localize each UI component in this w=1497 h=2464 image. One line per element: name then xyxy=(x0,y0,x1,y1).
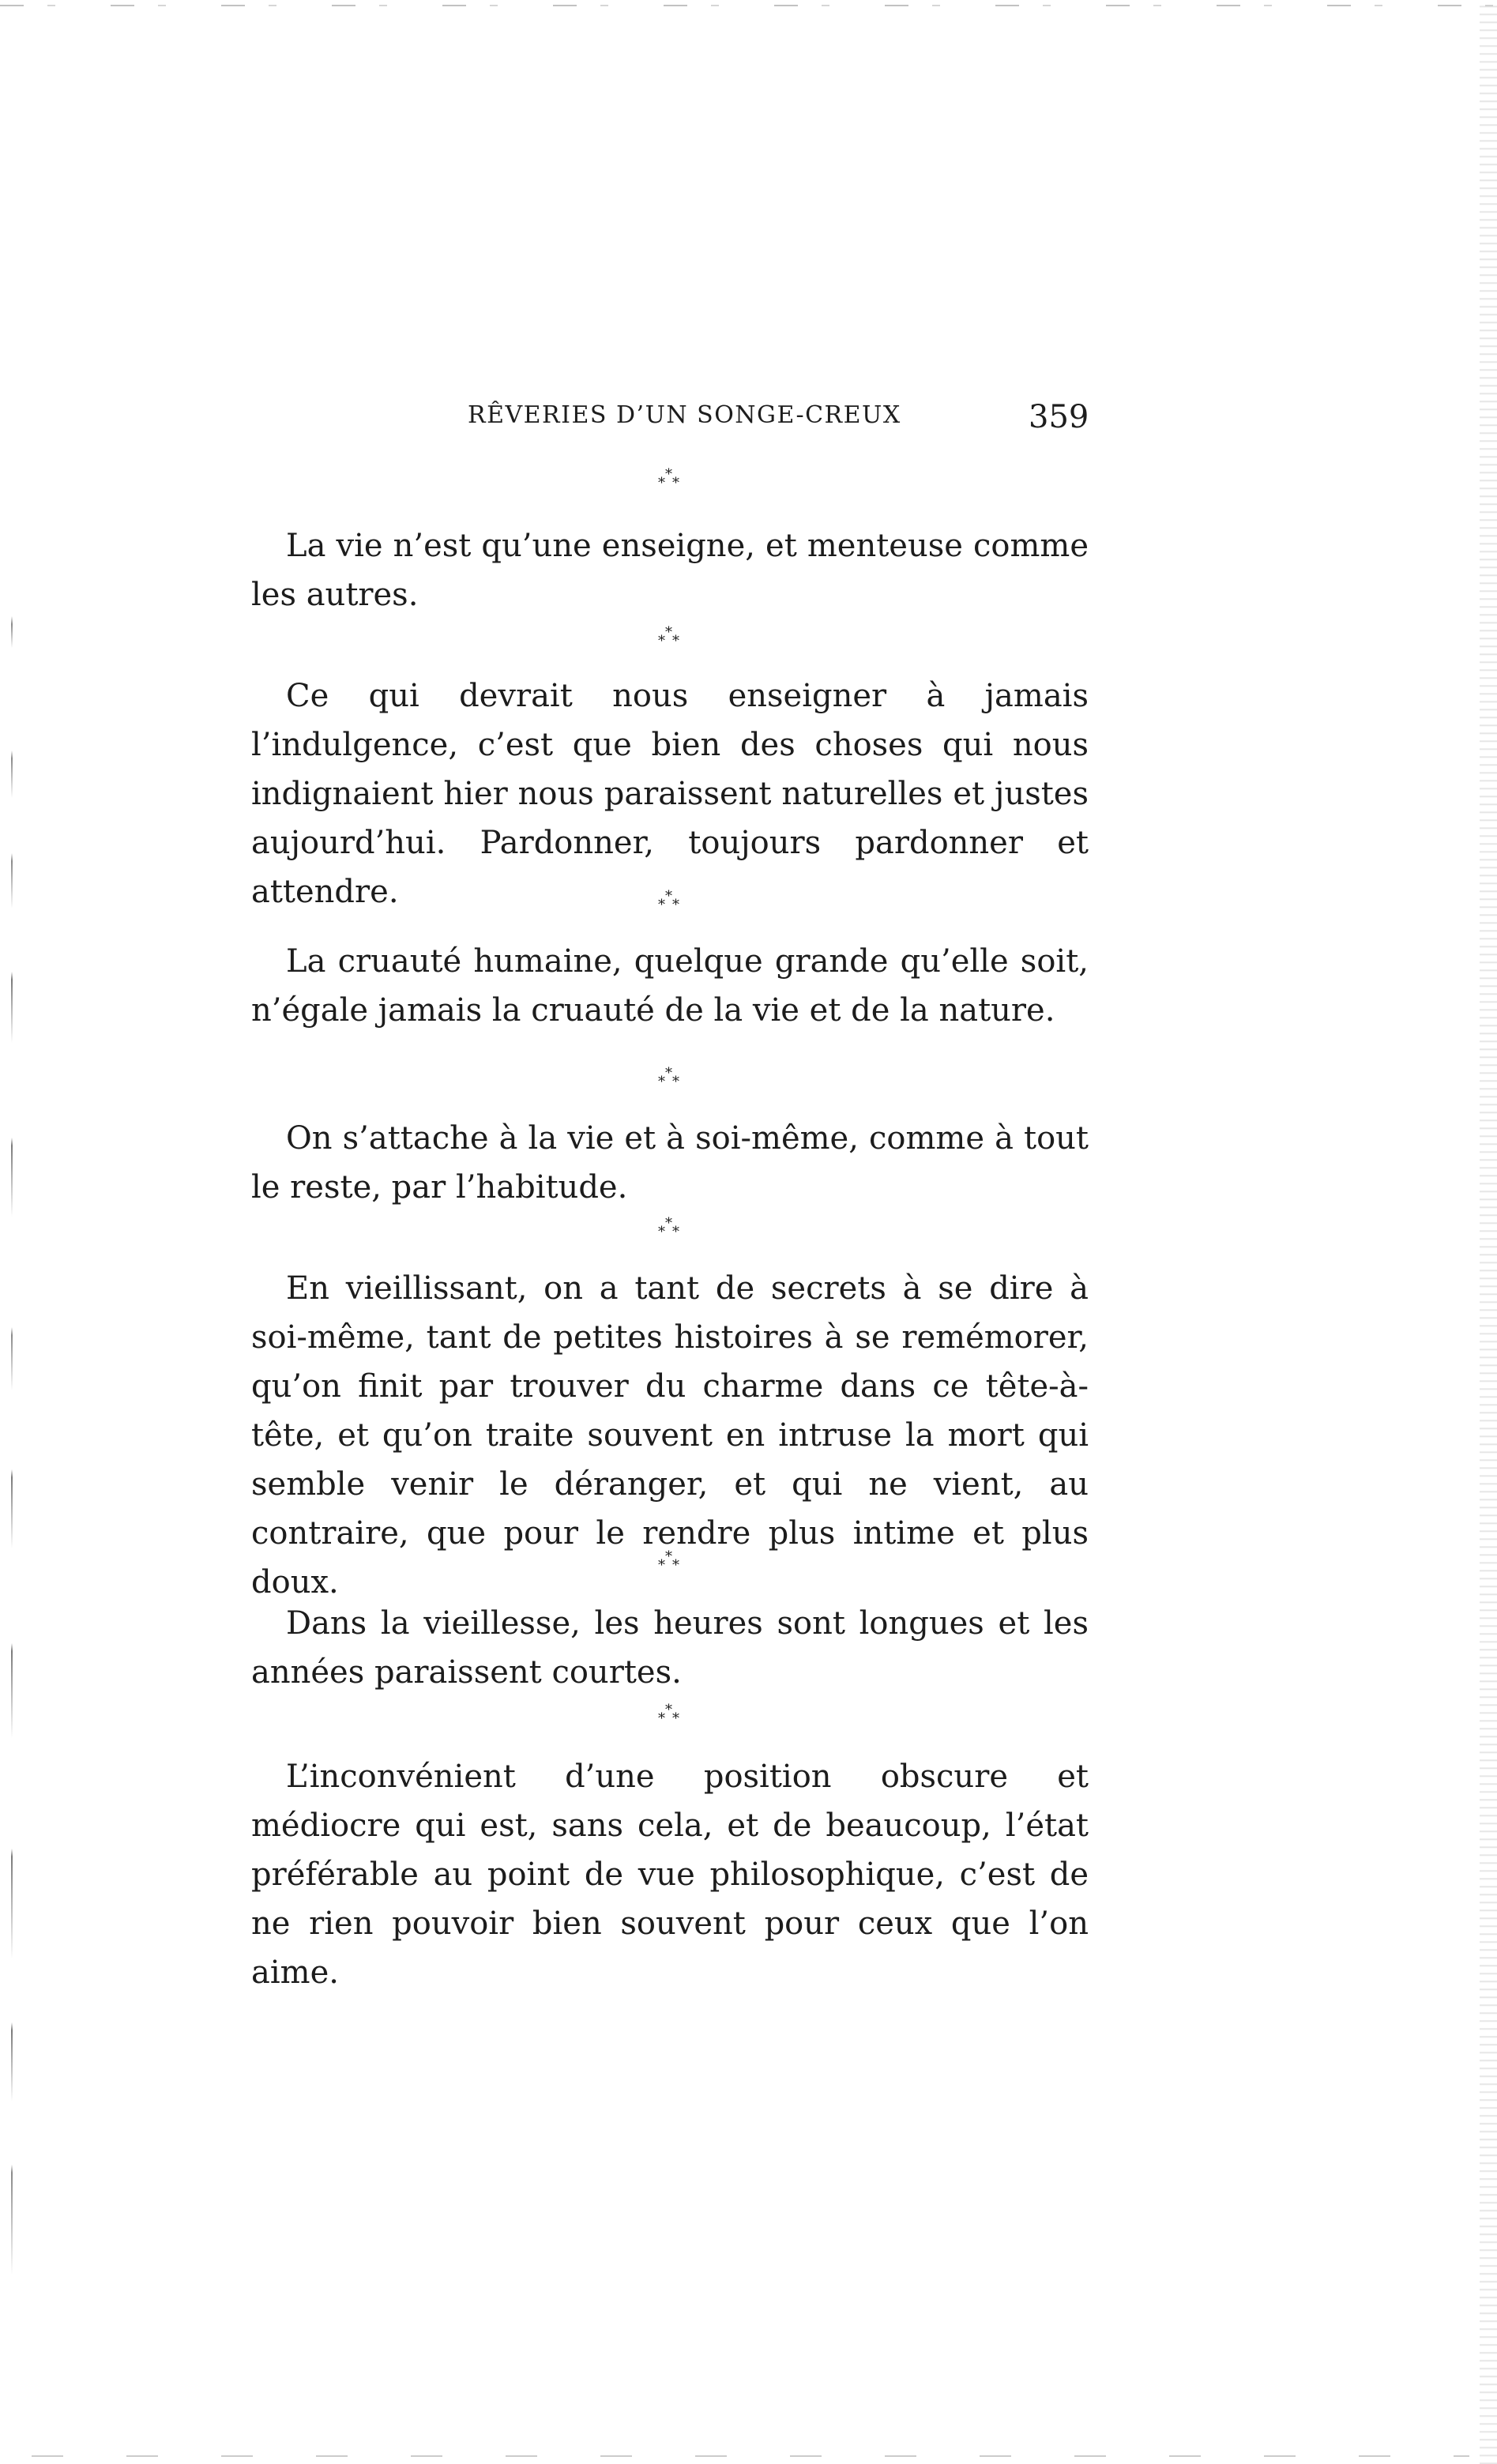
paragraph: La cruauté humaine, quelque grande qu’elle soit, n’égale jamais la cruauté de la vie et de la nature. xyxy=(251,943,1089,1029)
asterism-star: * xyxy=(658,1557,665,1574)
paragraph: La vie n’est qu’une enseigne, et menteuse comme les autres. xyxy=(251,528,1089,613)
asterism-separator xyxy=(655,1217,686,1240)
asterism-star: * xyxy=(665,1065,672,1082)
paragraph-3-block xyxy=(251,937,1089,1035)
asterism-star: * xyxy=(672,475,679,491)
asterism-star: * xyxy=(665,624,672,641)
paragraph: L’inconvénient d’une position obscure et médiocre qui est, sans cela, et de beaucoup, l’état préférable au point de vue philosophique, c’est de ne rien pouvoir bien souvent pour ceux que l’on aime. xyxy=(251,1759,1089,1991)
asterism-star: * xyxy=(658,1074,665,1090)
asterism-star: * xyxy=(672,633,679,649)
asterism-star: * xyxy=(672,1710,679,1727)
paragraph-7-block xyxy=(251,1752,1089,1997)
asterism-star: * xyxy=(665,1702,672,1718)
paragraph: Dans la vieillesse, les heures sont longues et les années paraissent courtes. xyxy=(251,1605,1089,1691)
running-title: RÊVERIES D’UN SONGE-CREUX xyxy=(468,401,901,429)
asterism-star: * xyxy=(658,1224,665,1240)
asterism-star: * xyxy=(672,1557,679,1574)
paragraph-6-block xyxy=(251,1599,1089,1697)
asterism-separator xyxy=(655,1066,686,1090)
asterism-star: * xyxy=(672,1074,679,1090)
asterism-star: * xyxy=(658,633,665,649)
asterism-star: * xyxy=(672,897,679,913)
asterism-star: * xyxy=(665,1548,672,1565)
asterism-star: * xyxy=(665,1215,672,1232)
asterism-separator xyxy=(655,890,686,913)
paragraph: En vieillissant, on a tant de secrets à se dire à soi-même, tant de petites histoires à se remémorer, qu’on finit par trouver du charme dans ce tête-à-tête, et qu’on traite souvent en intruse la mort qui semble venir le déranger, et qui ne vient, au contraire, que pour le rendre plus intime et plus doux. xyxy=(251,1270,1089,1601)
asterism-star: * xyxy=(672,1224,679,1240)
scan-edge-left xyxy=(11,616,13,2291)
asterism-separator xyxy=(655,1703,686,1727)
asterism-separator xyxy=(655,626,686,649)
scan-edge-bottom xyxy=(32,2455,1469,2457)
asterism-star: * xyxy=(665,888,672,905)
paragraph-1-block xyxy=(251,521,1089,619)
page-number: 359 xyxy=(1029,399,1089,435)
scan-edge-right xyxy=(1480,0,1497,2464)
asterism-star: * xyxy=(665,466,672,483)
paragraph: Ce qui devrait nous enseigner à jamais l’indulgence, c’est que bien des choses qui nous indignaient hier nous paraissent naturelles et justes aujourd’hui. Pardonner, toujours pardonner et attendre. xyxy=(251,678,1089,910)
asterism-star: * xyxy=(658,1710,665,1727)
paragraph: On s’attache à la vie et à soi-même, comme à tout le reste, par l’habitude. xyxy=(251,1120,1089,1206)
asterism-star: * xyxy=(658,475,665,491)
paragraph-2-block xyxy=(251,671,1089,916)
paragraph-4-block xyxy=(251,1114,1089,1212)
scan-edge-top xyxy=(0,5,1497,6)
asterism-separator xyxy=(655,468,686,491)
asterism-separator xyxy=(655,1550,686,1574)
asterism-star: * xyxy=(658,897,665,913)
